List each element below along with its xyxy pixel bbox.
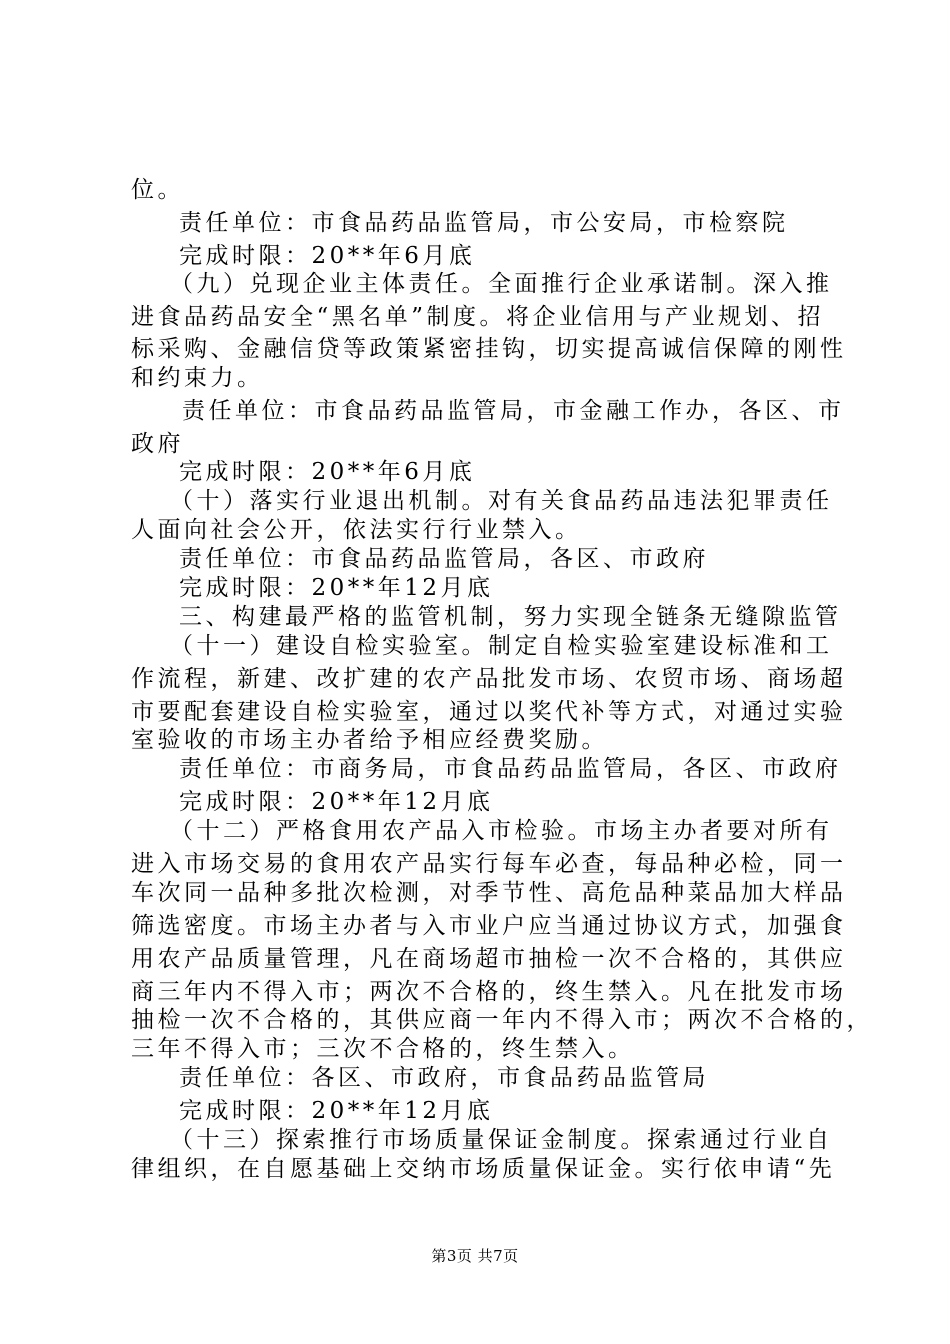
text-line: 车次同一品种多批次检测，对季节性、高危品种菜品加大样品 xyxy=(131,880,847,906)
text-line: 责任单位：市食品药品监管局，各区、市政府 xyxy=(179,546,709,572)
text-line: 责任单位：各区、市政府，市食品药品监管局 xyxy=(179,1065,709,1091)
text-line: （十二）严格食用农产品入市检验。市场主办者要对所有 xyxy=(170,818,833,844)
text-line: 三年不得入市；三次不合格的，终生禁入。 xyxy=(131,1036,635,1062)
text-line: 筛选密度。市场主办者与入市业户应当通过协议方式，加强食 xyxy=(131,913,847,939)
text-line: 政府 xyxy=(131,431,184,457)
text-line: 进食品药品安全“黑名单”制度。将企业信用与产业规划、招 xyxy=(131,304,825,330)
text-line: 完成时限：20**年6月底 xyxy=(179,243,476,269)
text-line: 和约束力。 xyxy=(131,365,264,391)
text-line: 责任单位：市食品药品监管局，市公安局，市检察院 xyxy=(179,210,789,236)
text-line: 位。 xyxy=(131,177,184,203)
text-line: 进入市场交易的食用农产品实行每车必查，每品种必检，同一 xyxy=(131,851,847,877)
text-line: 标采购、金融信贷等政策紧密挂钩，切实提高诚信保障的刚性 xyxy=(131,336,847,362)
text-line: 人面向社会公开，依法实行行业禁入。 xyxy=(131,517,582,543)
text-line: 律组织，在自愿基础上交纳市场质量保证金。实行依申请“先 xyxy=(131,1156,836,1182)
text-line: 市要配套建设自检实验室，通过以奖代补等方式，对通过实验 xyxy=(131,699,847,725)
text-line: 室验收的市场主办者给予相应经费奖励。 xyxy=(131,727,608,753)
text-line: 完成时限：20**年12月底 xyxy=(179,789,494,815)
text-line: 完成时限：20**年12月底 xyxy=(179,1098,494,1124)
text-line: （十三）探索推行市场质量保证金制度。探索通过行业自 xyxy=(170,1127,833,1153)
section-heading: 三、构建最严格的监管机制，努力实现全链条无缝隙监管 xyxy=(179,604,842,630)
text-line: 责任单位：市食品药品监管局，市金融工作办，各区、市 xyxy=(182,398,845,424)
text-line: （十）落实行业退出机制。对有关食品药品违法犯罪责任 xyxy=(170,488,833,514)
text-line: 抽检一次不合格的，其供应商一年内不得入市；两次不合格的， xyxy=(131,1007,873,1033)
text-line: 用农产品质量管理，凡在商场超市抽检一次不合格的，其供应 xyxy=(131,946,847,972)
text-line: （九）兑现企业主体责任。全面推行企业承诺制。深入推 xyxy=(170,271,833,297)
text-line: 完成时限：20**年12月底 xyxy=(179,575,494,601)
page-number-footer: 第3页 共7页 xyxy=(431,1247,519,1265)
text-line: 商三年内不得入市；两次不合格的，终生禁入。凡在批发市场 xyxy=(131,979,847,1005)
text-line: 作流程，新建、改扩建的农产品批发市场、农贸市场、商场超 xyxy=(131,666,847,692)
text-line: （十一）建设自检实验室。制定自检实验室建设标准和工 xyxy=(170,633,833,659)
text-line: 完成时限：20**年6月底 xyxy=(179,459,476,485)
text-line: 责任单位：市商务局，市食品药品监管局，各区、市政府 xyxy=(179,756,842,782)
